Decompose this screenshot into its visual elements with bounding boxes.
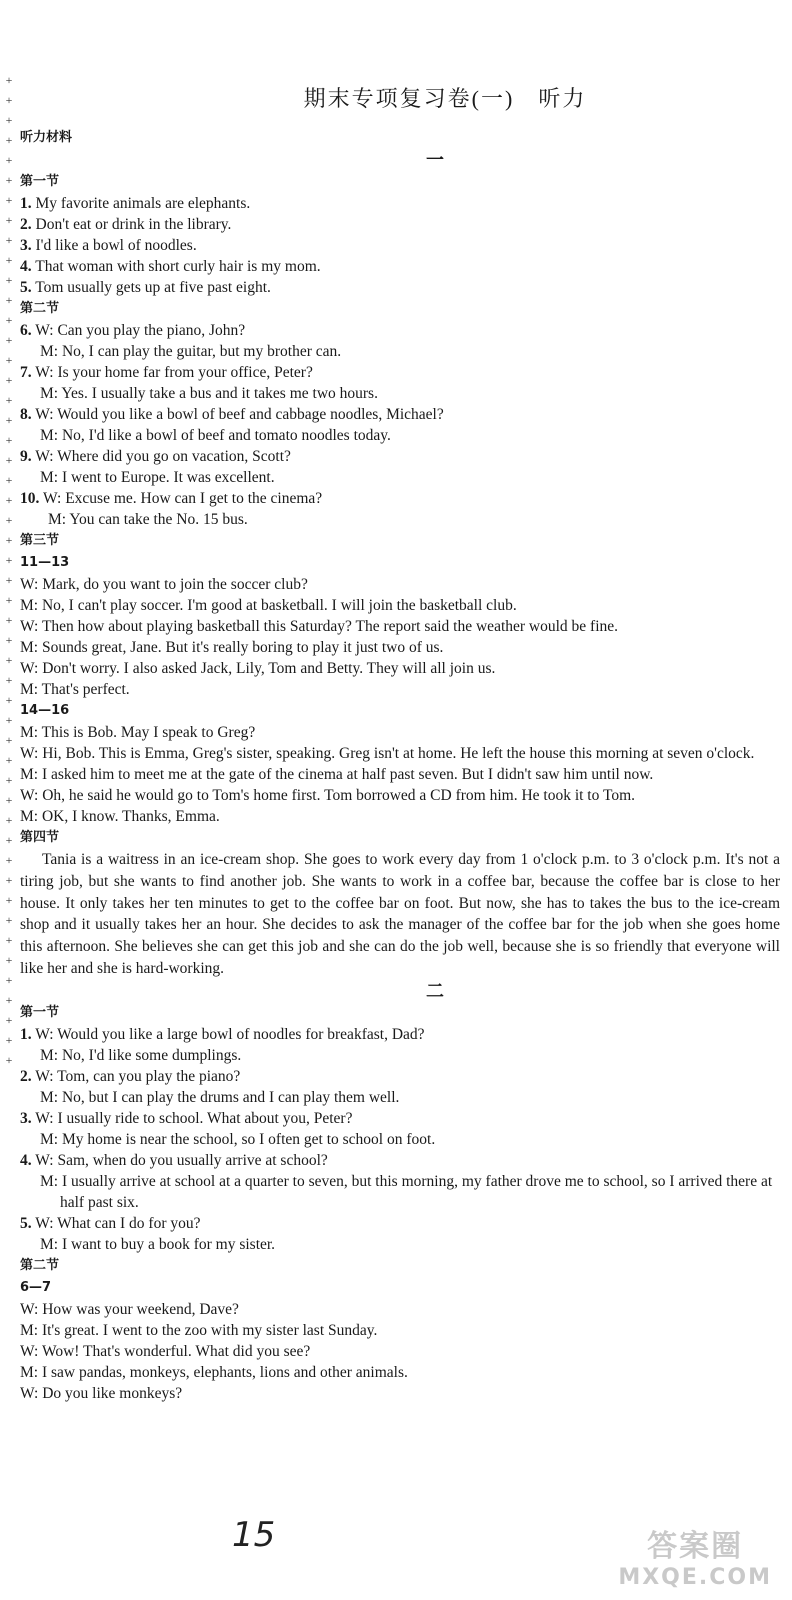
part1-section1 [20,193,780,298]
part-one-marker: 一 [426,150,444,170]
binding-cut-line: + + + + + + + + + + + + + + + + + + + + + + + + + + + + + + + + + + + + + + + + + + + + + + + + + + [5,73,13,1067]
dialogue-answer: M: I went to Europe. It was excellent. [40,469,275,486]
dialogue-answer: M: No, but I can play the drums and I can play them well. [40,1088,400,1106]
part-two-marker: 二 [426,980,444,1001]
item-number: 4. [20,1151,32,1169]
listening-passage: Tania is a waitress in an ice-cream shop. She goes to work every day from 1 o'clock p.m. to 3 o'clock p.m. It's not a tiring job, but she wants to find another job. She wants to work in a coffee bar, because the coffee bar is close to her house. It only takes her ten minutes to get to the coffee bar on foot. But now, she has to takes the bus to the ice-cream shop and it usually takes her an hour. She decides to ask the manager of the coffee bar for the job when she goes home this afternoon. She believes she can get this job and she can do the job well, because she is so friendly that everyone will like her and she is hard-working. [20,851,780,977]
dialogue-question [20,1213,780,1234]
exam-page [20,82,780,1404]
question-text: W: Where did you go on vacation, Scott? [31,448,291,465]
dialogue-line: W: How was your weekend, Dave? [20,1300,239,1318]
section-label: 第一节 [20,174,60,189]
dialogue-line: W: Don't worry. I also asked Jack, Lily, Tom and Betty. They will all join us. [20,660,496,677]
dialogue-answer: M: I want to buy a book for my sister. [40,1235,276,1253]
item-number: 1. [20,1025,32,1043]
dialogue-answer: M: No, I'd like a bowl of beef and tomato noodles today. [40,427,391,444]
dialogue-question [20,1150,780,1171]
item-number: 5. [20,1214,32,1232]
question-text: W: Can you play the piano, John? [31,322,246,339]
item-number: 5. [20,279,32,296]
dialogue-line: W: Then how about playing basketball this Saturday? The report said the weather would be fine. [20,618,619,635]
dialogue-question [20,1066,780,1087]
dialogue-question [20,320,780,341]
dialogue-question [20,404,780,425]
dialogue-answer: M: I usually arrive at school at a quarter to seven, but this morning, my father drove me to school, so I arrived there at half past six. [40,1172,777,1211]
item-number: 9. [20,448,32,465]
dialogue-answer: M: Yes. I usually take a bus and it takes me two hours. [40,385,378,402]
group-label: 11—13 [20,555,70,570]
dialogue-line: M: That's perfect. [20,681,130,698]
item-number: 10. [20,490,40,507]
part1-dialogue-14-16 [20,722,780,827]
question-text: W: Tom, can you play the piano? [31,1067,241,1085]
question-text: W: Would you like a bowl of beef and cabbage noodles, Michael? [31,406,444,423]
dialogue-question [20,362,780,383]
dialogue-answer: M: No, I'd like some dumplings. [40,1046,242,1064]
dialogue-question [20,1108,780,1129]
dialogue-line: M: Sounds great, Jane. But it's really boring to play it just two of us. [20,639,444,656]
item-text: That woman with short curly hair is my mom. [31,258,321,275]
watermark-logo [618,1521,772,1590]
item-number: 8. [20,406,32,423]
item-number: 2. [20,1067,32,1085]
section-label: 第三节 [20,533,60,548]
dialogue-line: W: Wow! That's wonderful. What did you see? [20,1342,311,1360]
question-text: W: Sam, when do you usually arrive at school? [31,1151,328,1169]
watermark-url: MXQE.COM [618,1565,772,1590]
question-text: W: Would you like a large bowl of noodles for breakfast, Dad? [31,1025,425,1043]
dialogue-line: M: No, I can't play soccer. I'm good at basketball. I will join the basketball club. [20,597,517,614]
dialogue-line: W: Mark, do you want to join the soccer club? [20,576,308,593]
question-text: W: Excuse me. How can I get to the cinema? [39,490,323,507]
dialogue-line: M: I saw pandas, monkeys, elephants, lions and other animals. [20,1363,408,1381]
group-label: 6—7 [20,1279,52,1295]
dialogue-line: W: Hi, Bob. This is Emma, Greg's sister, speaking. Greg isn't at home. He left the house this morning at seven o'clock. [20,745,755,762]
item-text: Don't eat or drink in the library. [31,216,232,233]
section-label: 第一节 [20,1004,60,1020]
part2-dialogue-6-7 [20,1299,780,1404]
item-text: I'd like a bowl of noodles. [31,237,197,254]
item-number: 7. [20,364,32,381]
dialogue-line: W: Oh, he said he would go to Tom's home first. Tom borrowed a CD from him. He took it to Tom. [20,787,636,804]
item-number: 1. [20,195,32,212]
item-number: 3. [20,1109,32,1127]
dialogue-question [20,1024,780,1045]
watermark-text: 答案圈 [647,1529,744,1564]
handwritten-page-number: 15 [232,1515,276,1555]
numbered-item [20,256,780,277]
section-label: 第二节 [20,301,60,316]
group-label: 14—16 [20,703,70,718]
numbered-item [20,214,780,235]
part2-section1 [20,1024,780,1255]
item-number: 6. [20,322,32,339]
numbered-item [20,193,780,214]
dialogue-line: W: Do you like monkeys? [20,1384,183,1402]
dialogue-line: M: OK, I know. Thanks, Emma. [20,808,220,825]
dialogue-answer: M: No, I can play the guitar, but my brother can. [40,343,342,360]
numbered-item [20,235,780,256]
part1-dialogue-11-13 [20,574,780,700]
section-label: 第二节 [20,1257,60,1273]
dialogue-answer: M: You can take the No. 15 bus. [48,511,248,528]
dialogue-question [20,446,780,467]
item-number: 2. [20,216,32,233]
question-text: W: What can I do for you? [31,1214,201,1232]
dialogue-line: M: I asked him to meet me at the gate of the cinema at half past seven. But I didn't saw him until now. [20,766,654,783]
part1-section2 [20,320,780,530]
numbered-item [20,277,780,298]
dialogue-line: M: This is Bob. May I speak to Greg? [20,724,256,741]
dialogue-question [20,488,780,509]
question-text: W: Is your home far from your office, Peter? [31,364,313,381]
item-text: My favorite animals are elephants. [31,195,251,212]
dialogue-line: M: It's great. I went to the zoo with my sister last Sunday. [20,1321,378,1339]
item-number: 3. [20,237,32,254]
page-title: 期末专项复习卷(一) 听力 [303,86,587,111]
material-label: 听力材料 [20,130,73,145]
section-label: 第四节 [20,830,60,845]
item-text: Tom usually gets up at five past eight. [31,279,271,296]
item-number: 4. [20,258,32,275]
question-text: W: I usually ride to school. What about you, Peter? [31,1109,353,1127]
dialogue-answer: M: My home is near the school, so I often get to school on foot. [40,1130,436,1148]
